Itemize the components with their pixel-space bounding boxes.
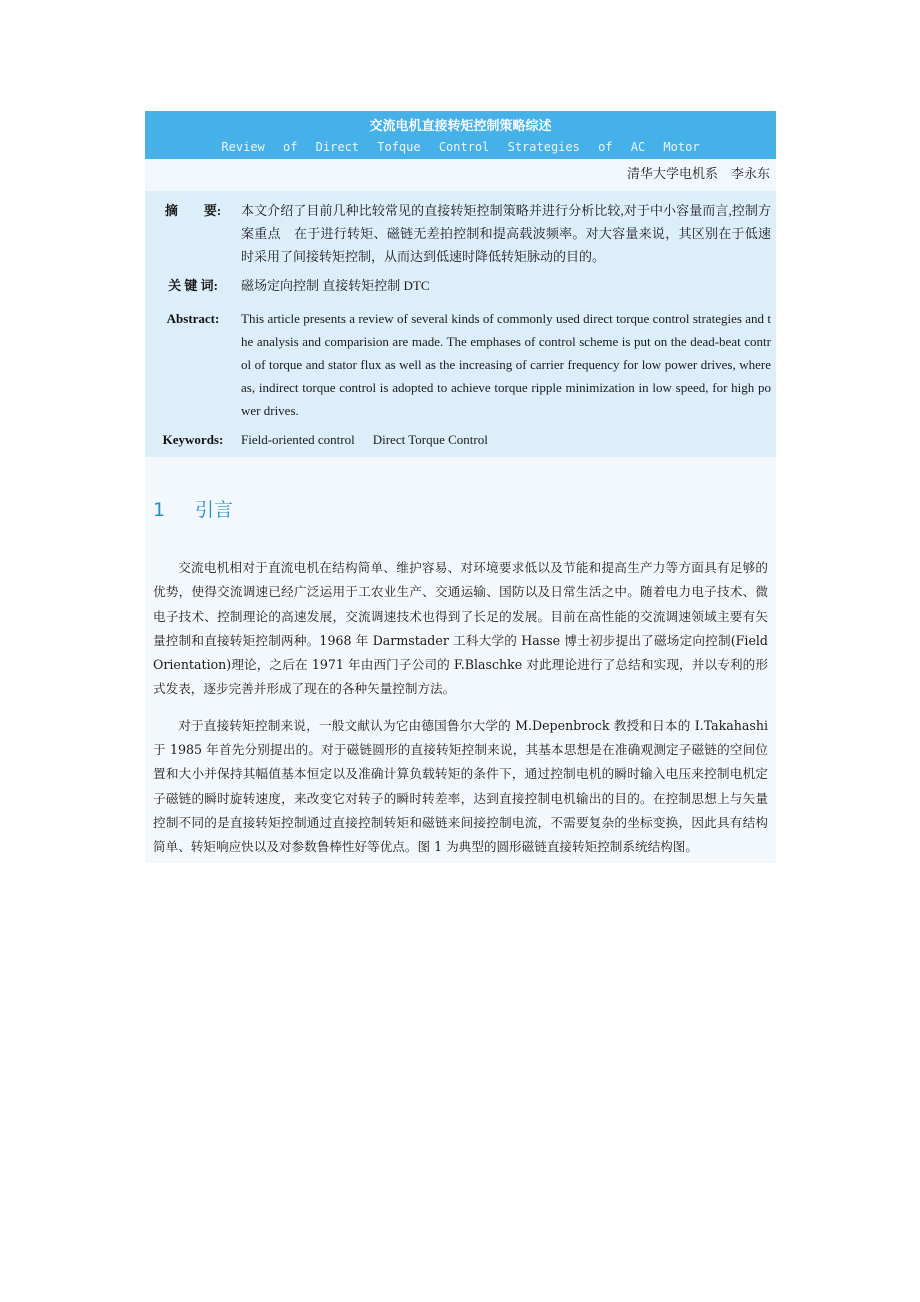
paper-page — [145, 111, 776, 863]
keywords-zh-row — [145, 274, 776, 297]
abstract-zh-label: 摘 要: — [164, 203, 222, 218]
keywords-en-text — [241, 428, 771, 451]
section-body — [145, 457, 776, 863]
keywords-zh-label: 关 键 词: — [168, 278, 218, 293]
keywords-en-label: Keywords: — [162, 432, 224, 447]
keyword-1: Field-oriented control — [241, 432, 355, 447]
abstract-en-text: This article presents a review of several kinds of commonly used direct torque control strategies and the analysis and comparision are made. The emphases of control scheme is put on the dead-beat control of torque and stator flux as well as the increasing of carrier frequency for low power drives, whereas, indirect torque control is adopted to achieve torque ripple minimization in low speed, for high power drives. — [241, 311, 771, 418]
section-number: 1 — [153, 499, 166, 521]
paragraph-2: 对于直接转矩控制来说，一般文献认为它由德国鲁尔大学的 M.Depenbrock 教授和日本的 I.Takahashi 于 1985 年首先分别提出的。对于磁链圆形的直接转矩控制来说，其基本思想是在准确观测定子磁链的空间位置和大小并保持其幅值基本恒定以及准确计算负载转矩的条件下，通过控制电机的瞬时输入电压来控制电机定子磁链的瞬时旋转速度，来改变它对转子的瞬时转差率，达到直接控制电机输出的目的。在控制思想上与矢量控制不同的是直接转矩控制通过直接控制转矩和磁链来间接控制电流，不需要复杂的坐标变换，因此具有结构简单、转矩响应快以及对参数鲁棒性好等优点。图 1 为典型的圆形磁链直接转矩控制系统结构图。 — [153, 717, 768, 855]
paper-title-en: Review of Direct Tofque Control Strategies of AC Motor — [221, 140, 700, 154]
author-affiliation: 清华大学电机系 李永东 — [145, 159, 776, 191]
title-banner — [145, 111, 776, 159]
abstract-en-row — [145, 307, 776, 422]
paper-title-zh: 交流电机直接转矩控制策略综述 — [369, 119, 552, 134]
abstract-block — [145, 191, 776, 457]
keyword-2: Direct Torque Control — [372, 432, 488, 447]
keywords-en-row — [145, 428, 776, 451]
paragraph-1: 交流电机相对于直流电机在结构简单、维护容易、对环境要求低以及节能和提高生产力等方面具有足够的优势，使得交流调速已经广泛运用于工农业生产、交通运输、国防以及日常生活之中。随着电力电子技术、微电子技术、控制理论的高速发展，交流调速技术也得到了长足的发展。目前在高性能的交流调速领域主要有矢量控制和直接转矩控制两种。1968 年 Darmstader 工科大学的 Hasse 博士初步提出了磁场定向控制(Field Orientation)理论，之后在 1971 年由西门子公司的 F.Blaschke 对此理论进行了总结和实现，并以专利的形式发表，逐步完善并形成了现在的各种矢量控制方法。 — [153, 560, 768, 697]
abstract-zh-row — [145, 199, 776, 268]
keywords-zh-text: 磁场定向控制 直接转矩控制 DTC — [241, 278, 430, 293]
abstract-en-label: Abstract: — [166, 311, 220, 326]
section-title: 引言 — [195, 499, 234, 521]
abstract-zh-text: 本文介绍了目前几种比较常见的直接转矩控制策略并进行分析比较,对于中小容量而言,控制方案重点 在于进行转矩、磁链无差拍控制和提高载波频率。对大容量来说，其区别在于低速时采用了间接转矩控制，从而达到低速时降低转矩脉动的目的。 — [241, 203, 771, 264]
section-heading — [153, 495, 768, 522]
